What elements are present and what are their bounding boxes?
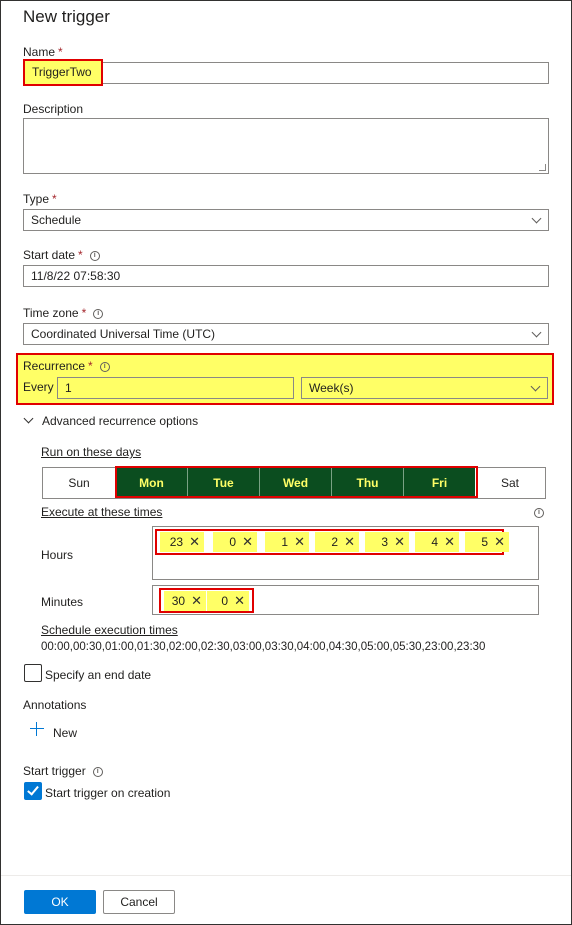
plus-icon[interactable] xyxy=(29,721,45,737)
time-zone-label-text: Time zone xyxy=(23,306,79,320)
chevron-down-icon xyxy=(532,214,542,224)
schedule-times-label: Schedule execution times xyxy=(41,623,178,637)
hour-tag xyxy=(465,532,509,552)
dialog-title: New trigger xyxy=(23,7,110,26)
end-date-label[interactable]: Specify an end date xyxy=(45,668,152,682)
day-thu-button[interactable]: Thu xyxy=(331,468,403,498)
required-marker: * xyxy=(88,359,93,373)
ok-button[interactable]: OK xyxy=(24,890,96,914)
time-zone-value: Coordinated Universal Time (UTC) xyxy=(31,327,216,341)
hour-tag-value: 23 xyxy=(169,535,184,549)
hours-label: Hours xyxy=(41,548,74,562)
remove-tag-icon[interactable]: ✕ xyxy=(494,534,505,549)
hour-tag-value: 3 xyxy=(381,535,389,549)
info-icon[interactable]: i xyxy=(93,309,103,319)
selected-days-highlight xyxy=(115,466,478,498)
hour-tag-value: 5 xyxy=(481,535,489,549)
required-marker: * xyxy=(81,306,87,320)
description-textarea[interactable] xyxy=(23,118,549,174)
info-icon[interactable]: i xyxy=(93,767,103,777)
annotations-label: Annotations xyxy=(23,698,87,712)
start-trigger-checkbox-label[interactable]: Start trigger on creation xyxy=(45,786,171,800)
minute-tag-value: 30 xyxy=(171,594,186,608)
type-label-text: Type xyxy=(23,192,50,206)
hour-tag-value: 0 xyxy=(229,535,237,549)
new-annotation-button[interactable]: New xyxy=(53,726,78,740)
day-mon-button[interactable]: Mon xyxy=(115,468,187,498)
start-date-label xyxy=(23,248,100,262)
checkmark-icon xyxy=(27,783,39,795)
start-trigger-checkbox[interactable] xyxy=(24,782,42,800)
every-label: Every xyxy=(23,380,54,394)
resize-handle-icon[interactable] xyxy=(539,164,546,171)
run-on-days-label: Run on these days xyxy=(41,445,142,459)
hour-tags xyxy=(158,532,505,552)
day-sat-button[interactable]: Sat xyxy=(500,476,519,490)
recurrence-interval-input[interactable] xyxy=(57,377,294,399)
minute-tag xyxy=(207,591,249,611)
minute-tag-value: 0 xyxy=(221,594,229,608)
hour-tag xyxy=(365,532,409,552)
recurrence-unit-dropdown[interactable] xyxy=(301,377,548,399)
advanced-options-toggle[interactable]: Advanced recurrence options xyxy=(42,414,199,428)
recurrence-unit-value: Week(s) xyxy=(309,381,354,395)
minutes-tags-highlight xyxy=(159,588,254,613)
name-label-text: Name xyxy=(23,45,56,59)
info-icon[interactable]: i xyxy=(100,362,110,372)
day-tue-button[interactable]: Tue xyxy=(187,468,259,498)
type-value: Schedule xyxy=(31,213,82,227)
required-marker: * xyxy=(78,248,83,262)
chevron-down-icon[interactable] xyxy=(24,414,34,424)
recurrence-interval-value: 1 xyxy=(65,381,72,395)
type-dropdown[interactable] xyxy=(23,209,549,231)
hour-tag xyxy=(213,532,257,552)
hour-tag xyxy=(160,532,204,552)
remove-tag-icon[interactable]: ✕ xyxy=(189,534,200,549)
start-date-value: 11/8/22 07:58:30 xyxy=(31,269,121,283)
execute-times-label: Execute at these times xyxy=(41,505,163,519)
remove-tag-icon[interactable]: ✕ xyxy=(444,534,455,549)
start-date-input[interactable] xyxy=(23,265,549,287)
recurrence-label-text: Recurrence xyxy=(23,359,86,373)
name-label xyxy=(23,45,63,59)
hour-tag xyxy=(265,532,309,552)
hour-tag xyxy=(415,532,459,552)
day-fri-button[interactable]: Fri xyxy=(403,468,475,498)
hours-tags-highlight xyxy=(155,529,504,555)
minutes-label: Minutes xyxy=(41,595,84,609)
required-marker: * xyxy=(58,45,63,59)
info-icon[interactable]: i xyxy=(534,508,544,518)
remove-tag-icon[interactable]: ✕ xyxy=(294,534,305,549)
remove-tag-icon[interactable]: ✕ xyxy=(344,534,355,549)
cancel-button[interactable]: Cancel xyxy=(103,890,175,914)
start-trigger-label xyxy=(23,764,103,778)
time-zone-dropdown[interactable] xyxy=(23,323,549,345)
required-marker: * xyxy=(52,192,57,206)
time-zone-label xyxy=(23,306,103,320)
remove-tag-icon[interactable]: ✕ xyxy=(242,534,253,549)
day-wed-button[interactable]: Wed xyxy=(259,468,331,498)
description-label: Description xyxy=(23,102,84,116)
hour-tag xyxy=(315,532,359,552)
remove-tag-icon[interactable]: ✕ xyxy=(234,593,245,608)
day-sun-button[interactable]: Sun xyxy=(68,476,90,490)
remove-tag-icon[interactable]: ✕ xyxy=(191,593,202,608)
minute-tag xyxy=(164,591,206,611)
hour-tag-value: 1 xyxy=(281,535,289,549)
chevron-down-icon xyxy=(532,328,542,338)
footer-divider xyxy=(1,875,571,876)
start-date-label-text: Start date xyxy=(23,248,76,262)
minute-tags xyxy=(162,591,251,611)
remove-tag-icon[interactable]: ✕ xyxy=(394,534,405,549)
info-icon[interactable]: i xyxy=(90,251,100,261)
end-date-checkbox[interactable] xyxy=(24,664,42,682)
hour-tag-value: 4 xyxy=(431,535,439,549)
hour-tag-value: 2 xyxy=(331,535,339,549)
start-trigger-label-text: Start trigger xyxy=(23,764,86,778)
recurrence-label xyxy=(23,359,110,373)
chevron-down-icon xyxy=(531,382,541,392)
schedule-times-value: 00:00,00:30,01:00,01:30,02:00,02:30,03:00,03:30,04:00,04:30,05:00,05:30,23:00,23:30 xyxy=(41,641,486,653)
name-input-value[interactable]: TriggerTwo xyxy=(23,59,103,86)
type-label xyxy=(23,192,57,206)
